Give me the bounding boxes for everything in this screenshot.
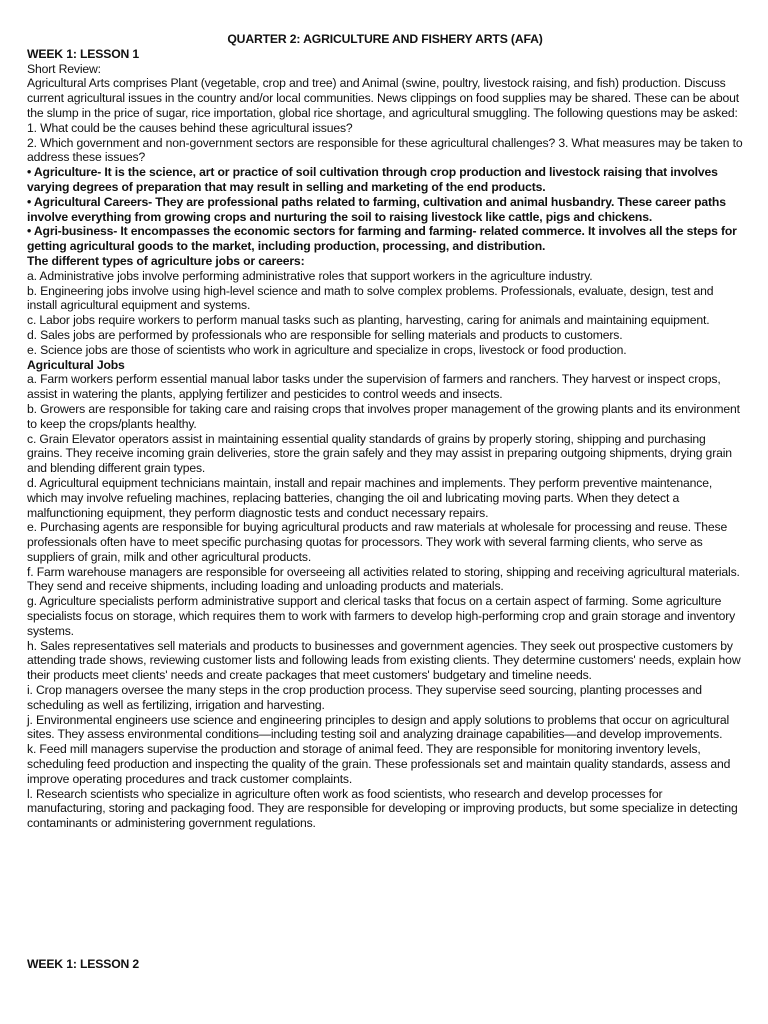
document-page [27, 32, 743, 831]
types-item-c: c. Labor jobs require workers to perform manual tasks such as planting, harvesting, caring for animals and maintaining equipment. [27, 313, 710, 328]
jobs-heading: Agricultural Jobs [27, 357, 125, 372]
types-item-d: d. Sales jobs are performed by professionals who are responsible for selling materials and products to customers. [27, 327, 623, 342]
jobs-item-k: k. Feed mill managers supervise the production and storage of animal feed. They are responsible for monitoring inventory levels, scheduling feed production and inspecting the quality of the grain. These professionals set and maintain quality standards, assess and improve operating procedures and track customer complaints. [27, 742, 731, 786]
jobs-item-h: h. Sales representatives sell materials and products to businesses and government agencies. They seek out prospective customers by attending trade shows, reviewing customer lists and following leads from existing clients. They determine customers' needs, explain how their products meet clients' needs and create packages that meet customers' budgetary and timeline needs. [27, 638, 741, 683]
definition-agriculture: • Agriculture- It is the science, art or practice of soil cultivation through crop production and livestock raising that involves varying degrees of preparation that may result in selling and marketing of the end products. [27, 165, 718, 194]
next-lesson-heading: WEEK 1: LESSON 2 [27, 957, 140, 971]
question-2: 2. Which government and non-government sectors are responsible for these agricultural challenges? 3. What measures may be taken to address these issues? [27, 135, 743, 165]
types-item-e: e. Science jobs are those of scientists who work in agriculture and specialize in crops, livestock or food production. [27, 342, 627, 357]
types-heading: The different types of agriculture jobs or careers: [27, 253, 305, 268]
jobs-item-b: b. Growers are responsible for taking care and raising crops that involves proper management of the growing plants and its environment to keep the crops/plants healthy. [27, 401, 740, 431]
definition-agricultural-careers: • Agricultural Careers- They are professional paths related to farming, cultivation and animal husbandry. These career paths involve everything from growing crops and nurturing the soil to raising livestock like cattle, pigs and chickens. [27, 194, 726, 224]
jobs-item-j: j. Environmental engineers use science and engineering principles to design and apply solutions to problems that occur on agricultural sites. They assess environmental conditions—including testing soil and analyzing drainage capabilities—and develop improvements. [27, 712, 730, 742]
types-item-a: a. Administrative jobs involve performing administrative roles that support workers in the agriculture industry. [27, 268, 593, 283]
jobs-item-i: i. Crop managers oversee the many steps in the crop production process. They supervise seed sourcing, planting processes and scheduling as well as fertilizing, irrigation and harvesting. [27, 683, 702, 712]
lesson-heading: WEEK 1: LESSON 1 [27, 46, 140, 61]
jobs-item-g: g. Agriculture specialists perform administrative support and clerical tasks that focus on a certain aspect of farming. Some agriculture specialists focus on storage, which requires them to work with farmers to develop high-performing crop and grain storage and inventory systems. [27, 594, 736, 638]
jobs-item-c: c. Grain Elevator operators assist in maintaining essential quality standards of grains by properly storing, shipping and purchasing grains. They receive incoming grain deliveries, store the grain safely and they may assist in preparing outgoing shipments, drying grain and blending different grain types. [27, 431, 732, 476]
jobs-item-a: a. Farm workers perform essential manual labor tasks under the supervision of farmers and ranchers. They harvest or inspect crops, assist in watering the plants, applying fertilizer and pesticides to control weeds and insects. [27, 372, 721, 402]
short-review-label: Short Review: [27, 61, 101, 76]
types-item-b: b. Engineering jobs involve using high-level science and math to solve complex problems. Professionals, evaluate, design, test and install agricultural equipment and systems. [27, 283, 714, 313]
jobs-item-f: f. Farm warehouse managers are responsible for overseeing all activities related to storing, shipping and receiving agricultural materials. They send and receive shipments, including loading and unloading products and materials. [27, 564, 740, 594]
intro-paragraph: Agricultural Arts comprises Plant (vegetable, crop and tree) and Animal (swine, poultry, livestock raising, and fish) production. Discuss current agricultural issues in the country and/or local communities. News clippings on food supplies may be shared. These can be about the slump in the price of sugar, rice importation, global rice shortage, and agricultural smuggling. The following questions may be asked: [27, 76, 739, 120]
jobs-item-l: l. Research scientists who specialize in agriculture often work as food scientists, who research and develop processes for manufacturing, storing and packaging food. They are responsible for developing or improving products, but some specialize in detecting contaminants or administering government regulations. [27, 786, 738, 831]
definition-agri-business: • Agri-business- It encompasses the economic sectors for farming and farming- related commerce. It involves all the steps for getting agricultural goods to the market, including production, processing, and distribution. [27, 224, 737, 254]
jobs-item-e: e. Purchasing agents are responsible for buying agricultural products and raw materials at wholesale for processing and reuse. These professionals often have to meet specific purchasing quotas for processors. They work with several farming clients, who serve as suppliers of grain, milk and other agricultural products. [27, 520, 728, 564]
document-title: QUARTER 2: AGRICULTURE AND FISHERY ARTS (AFA) [227, 32, 543, 46]
jobs-item-d: d. Agricultural equipment technicians maintain, install and repair machines and implements. They perform preventive maintenance, which may involve refueling machines, replacing batteries, changing the oil and lubricating moving parts. When they detect a malfunctioning equipment, they perform diagnostic tests and conduct necessary repairs. [27, 475, 713, 520]
question-1: 1. What could be the causes behind these agricultural issues? [27, 120, 353, 135]
